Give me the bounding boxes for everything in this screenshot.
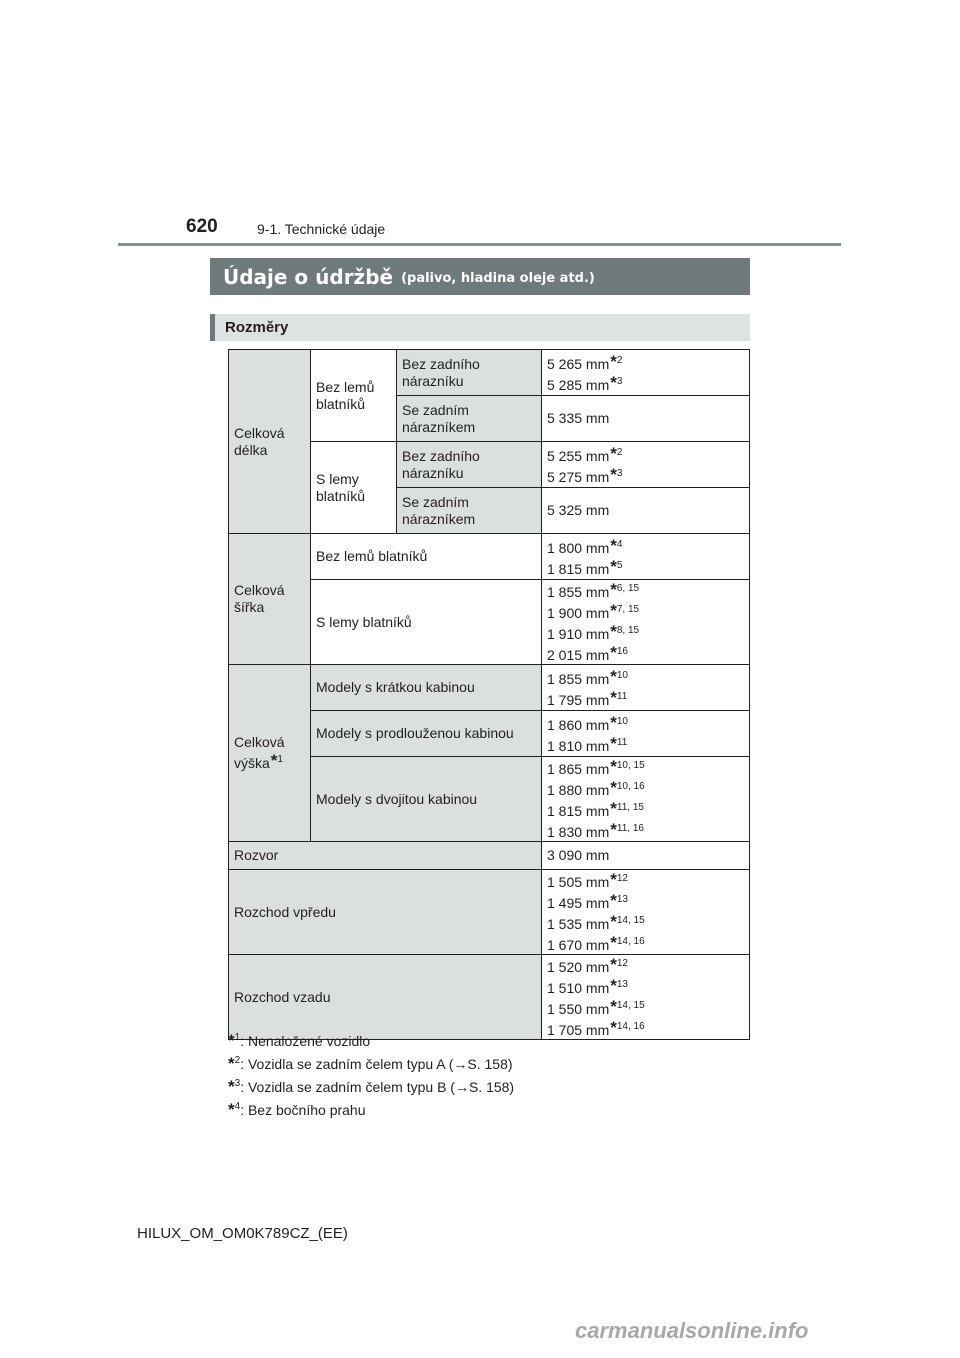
footnote: *$^4$: Bez bočního prahu	[228, 1100, 366, 1119]
footnote-star: *	[610, 712, 617, 732]
sublabel-width-with-flares: S lemy blatníků	[311, 580, 542, 665]
table-row	[229, 350, 750, 396]
table-row	[229, 870, 750, 955]
sublabel-without-flares	[311, 350, 397, 442]
table-row	[229, 842, 750, 870]
footnote-star: *	[610, 687, 617, 707]
footnote-star: *	[610, 622, 617, 641]
footnote-star: *	[610, 757, 617, 776]
footnote-ref: 10, 15	[616, 760, 645, 771]
footnote-star: *	[610, 443, 617, 463]
footnote-star: *	[610, 912, 617, 931]
label-line: Se zadním	[402, 493, 469, 510]
label-line: S lemy	[316, 470, 359, 487]
footnote-ref: 11, 16	[616, 823, 644, 834]
footnote-star: *	[610, 601, 617, 620]
footnote-ref: 6, 15	[616, 583, 640, 594]
label-line: nárazníku	[402, 464, 464, 481]
sublabel-with-flares	[311, 442, 397, 534]
label-line: blatníků	[316, 395, 366, 412]
footnote-ref: 11, 15	[616, 802, 644, 813]
footnote-star: *	[610, 464, 617, 484]
value-line: 1 900 mm*$^{7, 15}$	[547, 601, 640, 621]
footnote-star: *	[610, 997, 617, 1016]
value-cell	[542, 580, 750, 665]
footnote-ref: 3	[616, 467, 623, 479]
value-cell: 5 325 mm	[542, 488, 750, 534]
row-label-height	[229, 665, 311, 842]
watermark: carmanualsonline.info	[575, 1318, 809, 1343]
footnote-ref: 14, 15	[616, 1000, 645, 1011]
footnote-ref: 14, 16	[616, 1021, 645, 1032]
value-cell	[542, 665, 750, 711]
table-row	[229, 665, 750, 711]
footnote-star: *	[610, 799, 617, 818]
footnote-ref: 7, 15	[616, 604, 640, 615]
value-line: 5 275 mm*$^3$	[547, 464, 623, 485]
value-line: 1 865 mm*$^{10, 15}$	[547, 757, 645, 777]
sublabel-width-without-flares: Bez lemů blatníků	[311, 534, 542, 580]
footnote-ref: 4	[616, 538, 623, 550]
value-line: 1 705 mm*$^{14, 16}$	[547, 1018, 645, 1038]
value-line: 1 880 mm*$^{10, 16}$	[547, 778, 645, 798]
footnote-ref: 2	[616, 354, 623, 366]
value-line: 1 815 mm*$^{11, 15}$	[547, 799, 644, 819]
dimensions-table	[228, 349, 750, 1040]
footnote-star: *	[610, 820, 617, 839]
label-line: Celková	[234, 582, 285, 598]
footnote-star: *	[610, 1018, 617, 1037]
footnote-ref: 13	[616, 894, 628, 905]
document-code: HILUX_OM_OM0K789CZ_(EE)	[137, 1225, 348, 1242]
footnote-star: *	[610, 535, 617, 555]
footnote-star: *	[610, 666, 617, 686]
value-line: 1 910 mm*$^{8, 15}$	[547, 622, 640, 642]
height-label-line2: výška*$^1$	[234, 751, 283, 771]
page-number: 620	[186, 216, 218, 237]
value-line: 1 860 mm*$^{10}$	[547, 712, 628, 733]
label-line: délka	[234, 441, 268, 458]
label-line: nárazníkem	[402, 510, 476, 527]
footnote-ref: 13	[616, 979, 628, 990]
row-label-front-tread: Rozchod vpředu	[229, 870, 542, 955]
value-cell	[542, 350, 750, 396]
value-line: 1 815 mm*$^5$	[547, 556, 623, 577]
row-label-length	[229, 350, 311, 534]
value-line: 5 285 mm*$^3$	[547, 372, 623, 393]
footnotes	[228, 1028, 514, 1120]
value-line: 1 795 mm*$^{11}$	[547, 687, 628, 708]
value-cell	[542, 711, 750, 757]
label-line: nárazníkem	[402, 418, 476, 435]
value-cell	[542, 870, 750, 955]
label-line: Bez zadního	[402, 355, 480, 372]
footnote-star: *	[610, 733, 617, 753]
footnote-star: *	[610, 955, 617, 974]
label-line: Se zadním	[402, 401, 469, 418]
footnote-star: *	[610, 556, 617, 576]
value-line: 5 255 mm*$^2$	[547, 443, 623, 464]
footnote-star: *	[610, 778, 617, 797]
sublabel-with-bumper	[397, 488, 542, 534]
value-line: 1 830 mm*$^{11, 16}$	[547, 820, 644, 840]
footnote-ref: 2	[616, 446, 623, 458]
table-row	[229, 534, 750, 580]
value-cell	[542, 955, 750, 1040]
value-cell	[542, 757, 750, 842]
footnote-ref: 5	[616, 559, 623, 571]
footnote-star: *	[610, 372, 617, 392]
footnote-ref: 10	[616, 715, 628, 727]
value-cell: 3 090 mm	[542, 842, 750, 870]
label-line: blatníků	[316, 487, 366, 504]
value-line: 1 670 mm*$^{14, 16}$	[547, 933, 645, 953]
sublabel-without-bumper	[397, 442, 542, 488]
footnote-ref: 3	[616, 375, 623, 387]
value-line: 2 015 mm*$^{16}$	[547, 643, 628, 663]
footnote-star: *	[610, 976, 617, 995]
section-title-bar	[210, 258, 750, 295]
footnote-star: *	[610, 351, 617, 371]
row-label-rear-tread: Rozchod vzadu	[229, 955, 542, 1040]
footnote-star: *	[610, 580, 617, 599]
footnote: *$^3$: Vozidla se zadním čelem typu B (→S. 158)	[228, 1077, 515, 1096]
row-label-wheelbase: Rozvor	[229, 842, 542, 870]
footnote-ref: 12	[616, 873, 628, 884]
table-row	[229, 955, 750, 1040]
sublabel-double-cab: Modely s dvojitou kabinou	[311, 757, 542, 842]
footnote-ref: 16	[616, 646, 628, 657]
footnote-star: *	[610, 643, 617, 662]
value-line: 1 855 mm*$^{10}$	[547, 666, 628, 687]
footnote-ref: 12	[616, 958, 628, 969]
sublabel-extended-cab: Modely s prodlouženou kabinou	[311, 711, 542, 757]
footnote-ref: 14, 16	[616, 936, 645, 947]
footnote-ref: 10, 16	[616, 781, 645, 792]
value-line: 1 520 mm*$^{12}$	[547, 955, 628, 975]
value-cell: 5 335 mm	[542, 396, 750, 442]
value-line: 1 495 mm*$^{13}$	[547, 891, 628, 911]
section-title: Údaje o údržbě	[223, 264, 394, 289]
value-line: 1 505 mm*$^{12}$	[547, 870, 628, 890]
footnote-ref: 11	[616, 690, 628, 702]
footnote-ref: 8, 15	[616, 625, 640, 636]
footnote-ref: 11	[616, 736, 628, 748]
label-line: šířka	[234, 599, 265, 615]
row-label-width	[229, 534, 311, 665]
sublabel-with-bumper	[397, 396, 542, 442]
value-line: 1 550 mm*$^{14, 15}$	[547, 997, 645, 1017]
value-line: 5 265 mm*$^2$	[547, 351, 623, 372]
label-line: Bez lemů	[316, 378, 375, 395]
footnote-star: *	[610, 870, 617, 889]
subheading: Rozměry	[210, 314, 750, 341]
footnote-ref: 14, 15	[616, 915, 645, 926]
value-line: 1 535 mm*$^{14, 15}$	[547, 912, 645, 932]
footnote: *$^1$: Nenaložené vozidlo	[228, 1031, 371, 1050]
label-line: Celková	[234, 424, 285, 441]
footnote-star: *	[610, 933, 617, 952]
value-line: 1 810 mm*$^{11}$	[547, 733, 628, 754]
footnote: *$^2$: Vozidla se zadním čelem typu A (→S. 158)	[228, 1054, 513, 1073]
label-line: Bez zadního	[402, 447, 480, 464]
label-line: nárazníku	[402, 372, 464, 389]
sublabel-without-bumper	[397, 350, 542, 396]
footnote-star: *	[610, 891, 617, 910]
height-label-line1: Celková	[234, 734, 285, 750]
sublabel-short-cab: Modely s krátkou kabinou	[311, 665, 542, 711]
value-line: 1 855 mm*$^{6, 15}$	[547, 580, 640, 600]
value-line: 1 510 mm*$^{13}$	[547, 976, 628, 996]
header-divider	[118, 243, 841, 246]
value-cell	[542, 442, 750, 488]
section-label: 9-1. Technické údaje	[257, 221, 386, 237]
value-cell	[542, 534, 750, 580]
footnote-ref: 10	[616, 669, 628, 681]
section-subtitle: (palivo, hladina oleje atd.)	[401, 271, 595, 286]
value-line: 1 800 mm*$^4$	[547, 535, 623, 556]
